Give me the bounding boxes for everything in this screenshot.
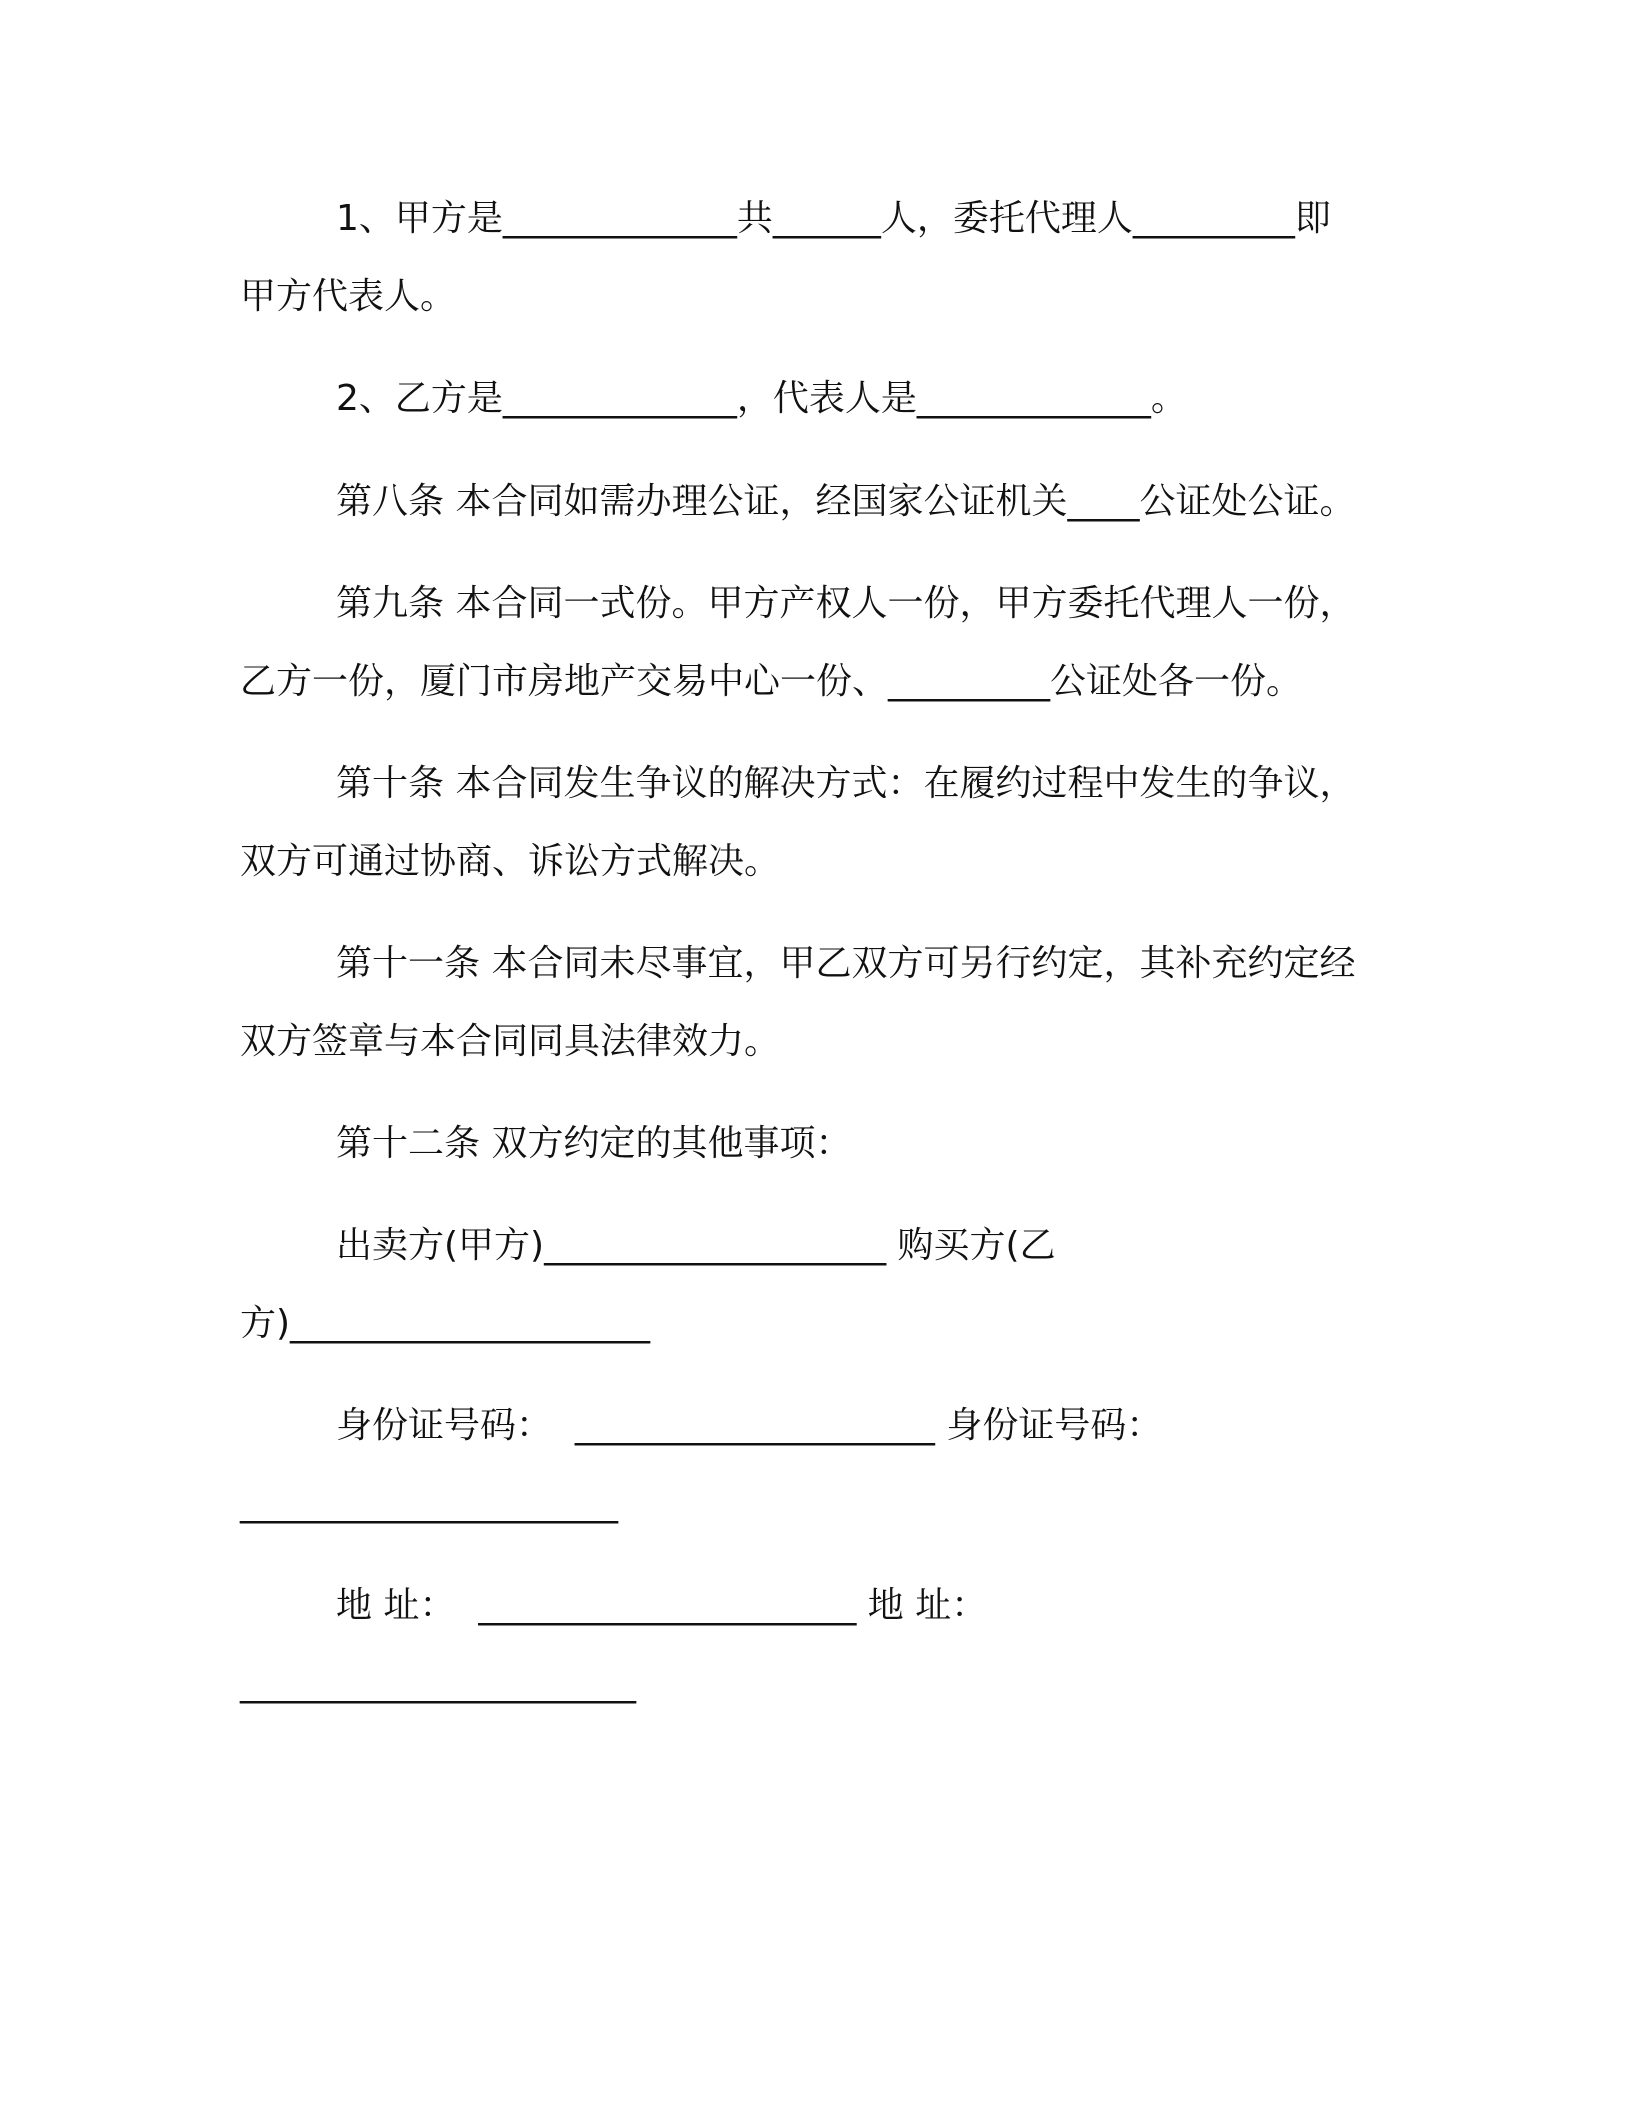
article-10-continuation: 双方可通过协商、诉讼方式解决。: [240, 841, 781, 882]
address-line: 地 址： _____________________ 地 址：: [336, 1585, 988, 1626]
id-number-continuation: _____________________: [240, 1483, 618, 1524]
article-10: 第十条 本合同发生争议的解决方式：在履约过程中发生的争议，: [336, 763, 1356, 804]
article-11: 第十一条 本合同未尽事宜，甲乙双方可另行约定，其补充约定经: [336, 943, 1356, 984]
buyer-signature-continuation: 方)____________________: [240, 1303, 651, 1344]
seller-buyer-signature-line: 出卖方(甲方)___________________ 购买方(乙: [336, 1225, 1056, 1266]
address-continuation: ______________________: [240, 1663, 636, 1704]
party-a-line: 1、甲方是_____________共______人，委托代理人_________即: [336, 198, 1331, 239]
article-9-continuation: 乙方一份，厦门市房地产交易中心一份、_________公证处各一份。: [240, 661, 1303, 702]
id-number-line: 身份证号码： ____________________ 身份证号码：: [336, 1405, 1163, 1446]
party-a-line-continuation: 甲方代表人。: [240, 276, 457, 317]
article-9: 第九条 本合同一式份。甲方产权人一份，甲方委托代理人一份，: [336, 583, 1356, 624]
article-12: 第十二条 双方约定的其他事项：: [336, 1123, 852, 1164]
article-11-continuation: 双方签章与本合同同具法律效力。: [240, 1021, 781, 1062]
party-b-line: 2、乙方是_____________，代表人是_____________。: [336, 378, 1187, 419]
article-8: 第八条 本合同如需办理公证，经国家公证机关____公证处公证。: [336, 481, 1356, 522]
